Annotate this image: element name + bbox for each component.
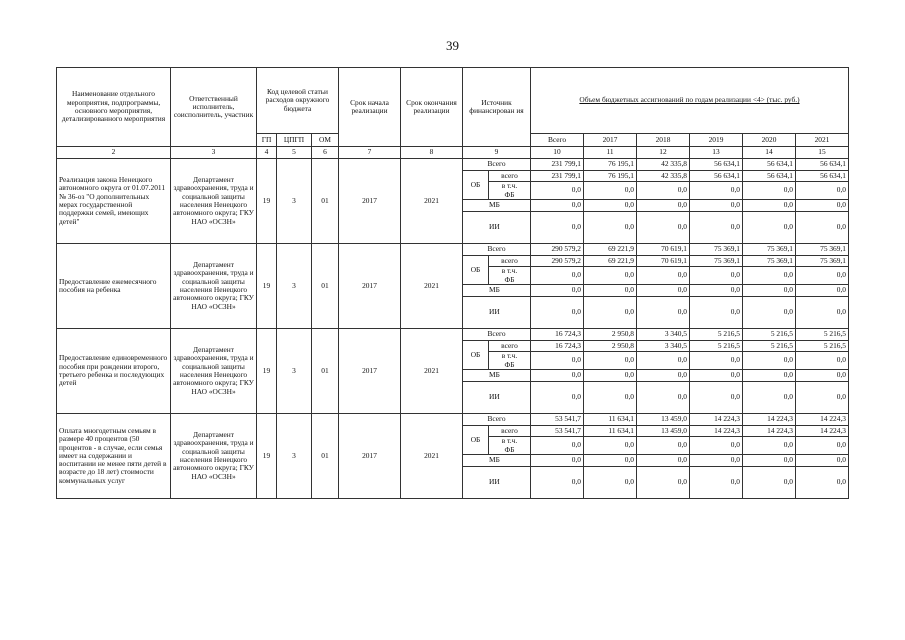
value-total: 69 221,9 (584, 244, 637, 256)
source-mb-label: МБ (463, 370, 531, 382)
col-number: 13 (690, 147, 743, 159)
vtch-label: в т.ч. (501, 266, 518, 276)
header-source: Источник финансирован ия (463, 68, 531, 147)
header-row (57, 68, 849, 134)
value-ii: 0,0 (690, 212, 743, 244)
value-ii: 0,0 (531, 382, 584, 414)
value-mb: 0,0 (637, 370, 690, 382)
header-year: 2020 (743, 134, 796, 147)
measure-name: Предоставление единовременного пособия при рождении второго, третьего ребенка и последующих детей (57, 329, 171, 414)
value-fb: 0,0 (637, 182, 690, 200)
value-total: 231 799,1 (531, 159, 584, 171)
header-year: 2021 (796, 134, 849, 147)
value-mb: 0,0 (690, 455, 743, 467)
value-fb: 0,0 (796, 267, 849, 285)
value-ob: 5 216,5 (796, 341, 849, 352)
start-year: 2017 (339, 414, 401, 499)
source-fb-label (489, 267, 531, 285)
vtch-label: в т.ч. (501, 351, 518, 361)
value-mb: 0,0 (637, 200, 690, 212)
measure-row (57, 244, 849, 256)
value-mb: 0,0 (637, 455, 690, 467)
value-total: 56 634,1 (690, 159, 743, 171)
source-ii-label: ИИ (463, 212, 531, 244)
code-om: 01 (312, 414, 339, 499)
value-fb: 0,0 (584, 437, 637, 455)
value-mb: 0,0 (584, 370, 637, 382)
col-number: 11 (584, 147, 637, 159)
value-ob: 5 216,5 (743, 341, 796, 352)
value-ii: 0,0 (531, 212, 584, 244)
end-year: 2021 (401, 414, 463, 499)
value-total: 14 224,3 (690, 414, 743, 426)
end-year: 2021 (401, 329, 463, 414)
value-mb: 0,0 (531, 370, 584, 382)
source-ii-label: ИИ (463, 297, 531, 329)
value-fb: 0,0 (743, 437, 796, 455)
col-number: 9 (463, 147, 531, 159)
code-cpgp: 3 (277, 329, 312, 414)
col-number: 4 (257, 147, 277, 159)
source-mb-label: МБ (463, 455, 531, 467)
col-number: 5 (277, 147, 312, 159)
value-fb: 0,0 (531, 437, 584, 455)
col-number: 12 (637, 147, 690, 159)
value-mb: 0,0 (796, 370, 849, 382)
header-name: Наименование отдельного мероприятия, подпрограммы, основного мероприятия, детализированного мероприятия (57, 68, 171, 147)
value-mb: 0,0 (531, 200, 584, 212)
header-volume: Объем бюджетных ассигнований по годам реализации <4> (тыс. руб.) (531, 68, 849, 134)
value-ob: 56 634,1 (690, 171, 743, 182)
value-total: 11 634,1 (584, 414, 637, 426)
value-ob: 14 224,3 (743, 426, 796, 437)
value-fb: 0,0 (531, 267, 584, 285)
col-number: 6 (312, 147, 339, 159)
source-total-label: Всего (463, 329, 531, 341)
fb-label: ФБ (504, 444, 515, 454)
value-total: 56 634,1 (743, 159, 796, 171)
source-ii-label: ИИ (463, 382, 531, 414)
value-ob: 75 369,1 (743, 256, 796, 267)
value-mb: 0,0 (743, 285, 796, 297)
value-ob: 42 335,8 (637, 171, 690, 182)
value-mb: 0,0 (743, 200, 796, 212)
value-mb: 0,0 (637, 285, 690, 297)
budget-table (56, 67, 849, 499)
value-ii: 0,0 (796, 467, 849, 499)
value-fb: 0,0 (584, 182, 637, 200)
value-mb: 0,0 (690, 370, 743, 382)
source-ii-label: ИИ (463, 467, 531, 499)
value-fb: 0,0 (796, 352, 849, 370)
value-ii: 0,0 (796, 297, 849, 329)
header-year: 2018 (637, 134, 690, 147)
source-mb-label: МБ (463, 200, 531, 212)
fb-label: ФБ (504, 359, 515, 369)
value-mb: 0,0 (584, 455, 637, 467)
source-ob-total-label: всего (489, 341, 531, 352)
column-number-row (57, 147, 849, 159)
source-total-label: Всего (463, 414, 531, 426)
value-ii: 0,0 (743, 467, 796, 499)
value-mb: 0,0 (531, 455, 584, 467)
measure-name: Оплата многодетным семьям в размере 40 процентов (50 процентов - в случае, если семья имеет на содержании и воспитании не менее пяти детей в возрасте до 18 лет) стоимости коммунальных услуг (57, 414, 171, 499)
code-gp: 19 (257, 329, 277, 414)
value-ob: 56 634,1 (743, 171, 796, 182)
source-ob-label: ОБ (463, 171, 489, 200)
value-mb: 0,0 (796, 285, 849, 297)
value-mb: 0,0 (690, 285, 743, 297)
value-total: 75 369,1 (796, 244, 849, 256)
fb-label: ФБ (504, 274, 515, 284)
col-number: 7 (339, 147, 401, 159)
value-ii: 0,0 (584, 382, 637, 414)
source-ob-label: ОБ (463, 256, 489, 285)
value-ob: 14 224,3 (796, 426, 849, 437)
source-mb-label: МБ (463, 285, 531, 297)
value-ii: 0,0 (531, 467, 584, 499)
col-number: 2 (57, 147, 171, 159)
value-ob: 11 634,1 (584, 426, 637, 437)
value-ob: 231 799,1 (531, 171, 584, 182)
value-fb: 0,0 (796, 182, 849, 200)
value-total: 70 619,1 (637, 244, 690, 256)
code-gp: 19 (257, 159, 277, 244)
source-ob-total-label: всего (489, 171, 531, 182)
value-total: 56 634,1 (796, 159, 849, 171)
source-ob-label: ОБ (463, 341, 489, 370)
value-total: 5 216,5 (796, 329, 849, 341)
value-ob: 290 579,2 (531, 256, 584, 267)
header-budget-code: Код целевой статьи расходов окружного бюджета (257, 68, 339, 134)
header-start: Срок начала реализации (339, 68, 401, 147)
value-total: 2 950,8 (584, 329, 637, 341)
value-ii: 0,0 (743, 212, 796, 244)
value-mb: 0,0 (796, 455, 849, 467)
measure-row (57, 159, 849, 171)
value-mb: 0,0 (743, 370, 796, 382)
value-fb: 0,0 (584, 267, 637, 285)
value-ii: 0,0 (796, 212, 849, 244)
value-total: 3 340,5 (637, 329, 690, 341)
col-number: 3 (171, 147, 257, 159)
value-ob: 75 369,1 (690, 256, 743, 267)
start-year: 2017 (339, 329, 401, 414)
value-mb: 0,0 (531, 285, 584, 297)
value-ob: 75 369,1 (796, 256, 849, 267)
value-ii: 0,0 (584, 212, 637, 244)
value-ii: 0,0 (637, 467, 690, 499)
code-om: 01 (312, 244, 339, 329)
measure-executor: Департамент здравоохранения, труда и социальной защиты населения Ненецкого автономного округа; ГКУ НАО «ОСЗН» (171, 329, 257, 414)
value-mb: 0,0 (584, 285, 637, 297)
value-fb: 0,0 (690, 182, 743, 200)
value-ii: 0,0 (637, 212, 690, 244)
code-cpgp: 3 (277, 159, 312, 244)
value-ob: 13 459,0 (637, 426, 690, 437)
source-fb-label (489, 352, 531, 370)
end-year: 2021 (401, 159, 463, 244)
value-fb: 0,0 (531, 352, 584, 370)
start-year: 2017 (339, 244, 401, 329)
value-total: 75 369,1 (743, 244, 796, 256)
code-om: 01 (312, 329, 339, 414)
source-ob-label: ОБ (463, 426, 489, 455)
value-total: 16 724,3 (531, 329, 584, 341)
value-fb: 0,0 (690, 437, 743, 455)
value-total: 14 224,3 (796, 414, 849, 426)
value-total: 5 216,5 (690, 329, 743, 341)
value-total: 290 579,2 (531, 244, 584, 256)
value-ob: 2 950,8 (584, 341, 637, 352)
value-fb: 0,0 (584, 352, 637, 370)
value-fb: 0,0 (531, 182, 584, 200)
code-cpgp: 3 (277, 414, 312, 499)
value-fb: 0,0 (743, 352, 796, 370)
value-fb: 0,0 (796, 437, 849, 455)
source-fb-label (489, 437, 531, 455)
value-mb: 0,0 (584, 200, 637, 212)
value-fb: 0,0 (743, 267, 796, 285)
source-ob-total-label: всего (489, 426, 531, 437)
value-total: 42 335,8 (637, 159, 690, 171)
vtch-label: в т.ч. (501, 181, 518, 191)
col-number: 14 (743, 147, 796, 159)
code-gp: 19 (257, 244, 277, 329)
header-executor: Ответственный исполнитель, соисполнитель, участник (171, 68, 257, 147)
vtch-label: в т.ч. (501, 436, 518, 446)
code-cpgp: 3 (277, 244, 312, 329)
value-fb: 0,0 (690, 352, 743, 370)
header-cpgp: ЦПГП (277, 134, 312, 147)
value-total: 14 224,3 (743, 414, 796, 426)
col-number: 8 (401, 147, 463, 159)
value-ii: 0,0 (637, 297, 690, 329)
value-ii: 0,0 (531, 297, 584, 329)
code-om: 01 (312, 159, 339, 244)
value-ii: 0,0 (796, 382, 849, 414)
value-ob: 3 340,5 (637, 341, 690, 352)
value-total: 13 459,0 (637, 414, 690, 426)
fb-label: ФБ (504, 189, 515, 199)
value-ob: 56 634,1 (796, 171, 849, 182)
value-mb: 0,0 (796, 200, 849, 212)
value-mb: 0,0 (743, 455, 796, 467)
value-ii: 0,0 (690, 297, 743, 329)
value-ii: 0,0 (690, 382, 743, 414)
value-ii: 0,0 (584, 297, 637, 329)
value-fb: 0,0 (637, 437, 690, 455)
header-year: 2019 (690, 134, 743, 147)
source-total-label: Всего (463, 159, 531, 171)
value-total: 76 195,1 (584, 159, 637, 171)
measure-executor: Департамент здравоохранения, труда и социальной защиты населения Ненецкого автономного округа; ГКУ НАО «ОСЗН» (171, 244, 257, 329)
code-gp: 19 (257, 414, 277, 499)
measure-name: Реализация закона Ненецкого автономного округа от 01.07.2011 № 36-оз "О дополнительных мерах государственной поддержки семей, имеющих детей" (57, 159, 171, 244)
value-fb: 0,0 (637, 267, 690, 285)
value-ob: 14 224,3 (690, 426, 743, 437)
header-om: ОМ (312, 134, 339, 147)
value-ii: 0,0 (584, 467, 637, 499)
start-year: 2017 (339, 159, 401, 244)
value-mb: 0,0 (690, 200, 743, 212)
value-ob: 76 195,1 (584, 171, 637, 182)
header-year-total: Всего (531, 134, 584, 147)
header-end: Срок окончания реализации (401, 68, 463, 147)
source-fb-label (489, 182, 531, 200)
end-year: 2021 (401, 244, 463, 329)
measure-row (57, 329, 849, 341)
value-fb: 0,0 (690, 267, 743, 285)
value-ii: 0,0 (637, 382, 690, 414)
col-number: 10 (531, 147, 584, 159)
value-ob: 16 724,3 (531, 341, 584, 352)
value-ob: 53 541,7 (531, 426, 584, 437)
value-fb: 0,0 (637, 352, 690, 370)
measure-executor: Департамент здравоохранения, труда и социальной защиты населения Ненецкого автономного округа; ГКУ НАО «ОСЗН» (171, 414, 257, 499)
value-ob: 69 221,9 (584, 256, 637, 267)
value-ob: 5 216,5 (690, 341, 743, 352)
source-total-label: Всего (463, 244, 531, 256)
header-year: 2017 (584, 134, 637, 147)
measure-executor: Департамент здравоохранения, труда и социальной защиты населения Ненецкого автономного округа; ГКУ НАО «ОСЗН» (171, 159, 257, 244)
value-fb: 0,0 (743, 182, 796, 200)
measure-row (57, 414, 849, 426)
value-total: 5 216,5 (743, 329, 796, 341)
header-gp: ГП (257, 134, 277, 147)
col-number: 15 (796, 147, 849, 159)
value-ii: 0,0 (743, 297, 796, 329)
value-ob: 70 619,1 (637, 256, 690, 267)
value-ii: 0,0 (690, 467, 743, 499)
measure-name: Предоставление ежемесячного пособия на ребенка (57, 244, 171, 329)
page-number: 39 (446, 38, 459, 53)
value-total: 75 369,1 (690, 244, 743, 256)
value-total: 53 541,7 (531, 414, 584, 426)
source-ob-total-label: всего (489, 256, 531, 267)
value-ii: 0,0 (743, 382, 796, 414)
